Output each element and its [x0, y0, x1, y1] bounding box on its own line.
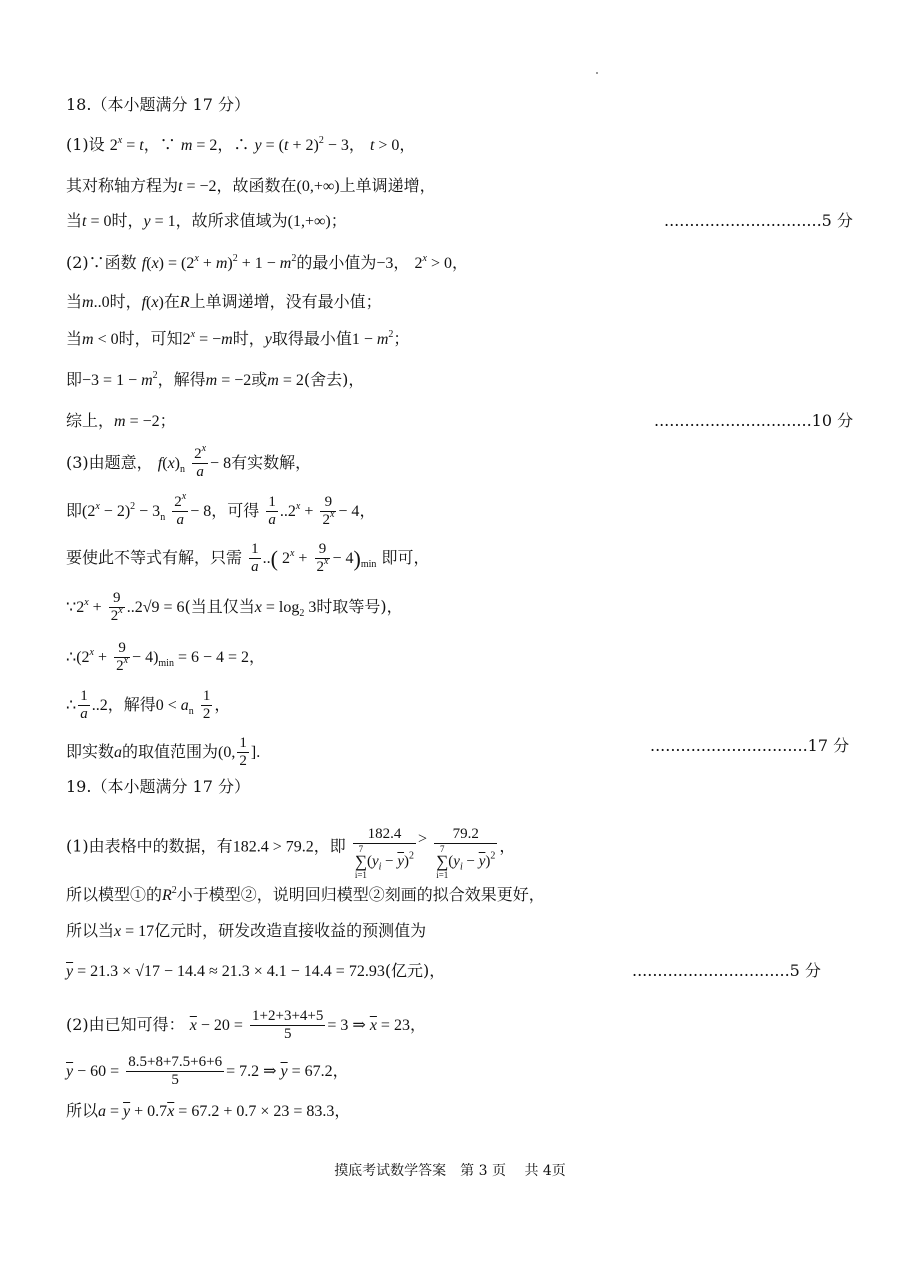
q18-part2-solve: 即$-3 = 1 - m^2$，解得m = −2或m = 2(舍去)，	[66, 370, 365, 389]
q18-part1-line1: (1)设 $2^x = t$，∵ m = 2，∴ $y = (t + 2)^2 - 3$， t > 0，	[66, 135, 416, 154]
q18-part3-amgm: $\because 2^x$ + $\frac{9}{2^x}$ ..2√9 = 6(当且仅当$x = \log_2 3$时取等号)，	[66, 590, 403, 624]
q18-part1-line2: 其对称轴方程为t = −2，故函数在(0,+∞)上单调递增，	[66, 176, 436, 195]
q18-part3-line1: (3)由题意， $f(x)_n$ $\frac{2^x}{a}$ − 8有实数解，	[66, 443, 312, 480]
q18-part3-line3: 要使此不等式有解，只需 $\frac{1}{a}$ ..( $2^x$ + $\frac{9}{2^x}$ − $4)_{min}$ 即可，	[66, 541, 430, 575]
q18-part2-case2: 当m < 0时，可知$2^x = -m$时，y取得最小值$1 - m^2$；	[66, 329, 410, 348]
q19-part1-predict: 所以当x = 17亿元时，研发改造直接收益的预测值为	[66, 921, 427, 940]
score-10: ...............................10 分	[654, 411, 854, 430]
score-17: ...............................17 分	[650, 736, 850, 755]
q19-part1-line1: (1)由表格中的数据，有182.4 > 79.2，即 182.4 7 ∑ $i=1(y_i - \overline{y})^2$ > 79.2 7 ∑ $i=1(y_i - \overline{y})^2$ ，	[66, 826, 516, 880]
q18-header: 18.（本小题满分 17 分）	[66, 95, 250, 114]
q19-header: 19.（本小题满分 17 分）	[66, 777, 250, 796]
score-5: ...............................5 分	[664, 211, 853, 230]
scan-speck	[596, 72, 598, 74]
q19-part2-a: 所以$a = \overline{y} + 0.7\overline{x} = 67.2 + 0.7 \times 23 = 83.3$，	[66, 1101, 351, 1120]
q19-part2-ybar: $\overline{y} - 60$ = $\frac{8.5+8+7.5+6+6}{5}$ = 7.2 ⇒ $\overline{y} = 67.2$，	[66, 1054, 349, 1088]
q18-part1-line3: 当t = 0时，y = 1，故所求值域为(1,+∞)；	[66, 211, 347, 230]
q18-part3-result: ∴ $\frac{1}{a}$ ..2，解得$0 < a_n$ $\frac{1}{2}$ ，	[66, 688, 231, 722]
page-footer: 摸底考试数学答案 第 3 页 共 4页	[334, 1163, 566, 1179]
q18-part3-line2: 即$(2^x - 2)^2 - 3_n$ $\frac{2^x}{a}$ − 8，可得 $\frac{1}{a}$ $..2^x$ + $\frac{9}{2^x}$ − 4，	[66, 491, 376, 528]
q18-part3-final: 即实数a的取值范围为(0, $\frac{1}{2}$ ].	[66, 735, 261, 769]
q18-part2-conclusion: 综上，m = −2；	[66, 411, 176, 430]
q19-part1-r2: 所以模型①的$R^2$小于模型②，说明回归模型②刻画的拟合效果更好，	[66, 885, 545, 904]
q19-part2-xbar: (2)由已知可得： $\overline{x} - 20$ = $\frac{1+2+3+4+5}{5}$ = 3 ⇒ $\overline{x} = 23$，	[66, 1008, 426, 1042]
q18-part2-line1: (2)∵函数 $f(x) = (2^x + m)^2 + 1 - m^2$的最小值为−3， $2^x > 0$，	[66, 253, 468, 272]
q18-part2-case1: 当m..0时，f(x)在R上单调递增，没有最小值；	[66, 292, 382, 311]
q19-score-5: ...............................5 分	[632, 961, 821, 980]
q19-part1-calc: $\overline{y} = 21.3 \times √17 - 14.4 \approx 21.3 \times 4.1 - 14.4 = 72.93$(亿元)，	[66, 961, 446, 980]
q18-part3-min: $\therefore(2^x$ + $\frac{9}{2^x}$ − $4)_{min} = 6 - 4 = 2$，	[66, 640, 266, 674]
